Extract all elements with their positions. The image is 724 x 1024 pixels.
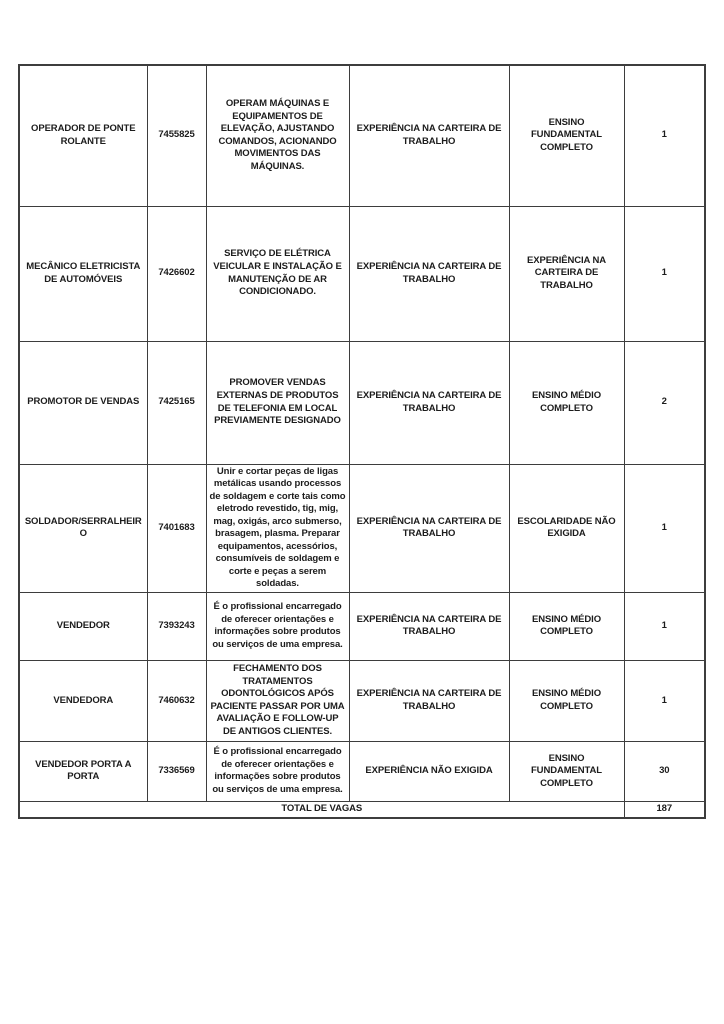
job-code-cell: 7393243 <box>147 592 206 660</box>
job-title-cell: VENDEDORA <box>19 660 147 741</box>
job-experience-cell: EXPERIÊNCIA NÃO EXIGIDA <box>349 741 509 801</box>
job-description-cell: Unir e cortar peças de ligas metálicas usando processos de soldagem e corte tais como eletrodo revestido, tig, mig, mag, oxigás, arco submerso, brasagem, plasma. Preparar equipamentos, acessórios, consumíveis de soldagem e corte e peças a serem soldadas. <box>206 464 349 592</box>
job-vacancies-cell: 2 <box>624 341 705 464</box>
table-row <box>19 592 705 660</box>
job-experience-cell: EXPERIÊNCIA NA CARTEIRA DE TRABALHO <box>349 592 509 660</box>
job-code-cell: 7425165 <box>147 341 206 464</box>
jobs-table <box>18 64 706 819</box>
job-education-cell: ENSINO FUNDAMENTAL COMPLETO <box>509 65 624 206</box>
job-description-cell: FECHAMENTO DOS TRATAMENTOS ODONTOLÓGICOS APÓS PACIENTE PASSAR POR UMA AVALIAÇÃO E FOLLOW-UP DE ANTIGOS CLIENTES. <box>206 660 349 741</box>
table-row <box>19 741 705 801</box>
job-education-cell: ENSINO MÉDIO COMPLETO <box>509 341 624 464</box>
table-row <box>19 660 705 741</box>
job-vacancies-cell: 1 <box>624 592 705 660</box>
table-row <box>19 464 705 592</box>
job-vacancies-cell: 30 <box>624 741 705 801</box>
job-education-cell: ENSINO MÉDIO COMPLETO <box>509 592 624 660</box>
total-vacancies-value: 187 <box>624 801 705 818</box>
job-experience-cell: EXPERIÊNCIA NA CARTEIRA DE TRABALHO <box>349 660 509 741</box>
job-education-cell: ESCOLARIDADE NÃO EXIGIDA <box>509 464 624 592</box>
job-title-cell: MECÂNICO ELETRICISTA DE AUTOMÓVEIS <box>19 206 147 341</box>
job-education-cell: EXPERIÊNCIA NA CARTEIRA DE TRABALHO <box>509 206 624 341</box>
job-experience-cell: EXPERIÊNCIA NA CARTEIRA DE TRABALHO <box>349 65 509 206</box>
job-vacancies-cell: 1 <box>624 660 705 741</box>
job-description-cell: OPERAM MÁQUINAS E EQUIPAMENTOS DE ELEVAÇÃO, AJUSTANDO COMANDOS, ACIONANDO MOVIMENTOS DAS MÁQUINAS. <box>206 65 349 206</box>
job-description-cell: PROMOVER VENDAS EXTERNAS DE PRODUTOS DE TELEFONIA EM LOCAL PREVIAMENTE DESIGNADO <box>206 341 349 464</box>
job-title-cell: SOLDADOR/SERRALHEIRO <box>19 464 147 592</box>
job-code-cell: 7460632 <box>147 660 206 741</box>
job-experience-cell: EXPERIÊNCIA NA CARTEIRA DE TRABALHO <box>349 206 509 341</box>
job-code-cell: 7426602 <box>147 206 206 341</box>
total-row <box>19 801 705 818</box>
job-experience-cell: EXPERIÊNCIA NA CARTEIRA DE TRABALHO <box>349 341 509 464</box>
job-code-cell: 7401683 <box>147 464 206 592</box>
table-row <box>19 341 705 464</box>
job-experience-cell: EXPERIÊNCIA NA CARTEIRA DE TRABALHO <box>349 464 509 592</box>
job-title-cell: VENDEDOR PORTA A PORTA <box>19 741 147 801</box>
job-description-cell: SERVIÇO DE ELÉTRICA VEICULAR E INSTALAÇÃO E MANUTENÇÃO DE AR CONDICIONADO. <box>206 206 349 341</box>
job-description-cell: É o profissional encarregado de oferecer orientações e informações sobre produtos ou serviços de uma empresa. <box>206 741 349 801</box>
job-vacancies-cell: 1 <box>624 65 705 206</box>
job-education-cell: ENSINO FUNDAMENTAL COMPLETO <box>509 741 624 801</box>
table-row <box>19 206 705 341</box>
job-title-cell: PROMOTOR DE VENDAS <box>19 341 147 464</box>
total-label: TOTAL DE VAGAS <box>19 801 624 818</box>
job-title-cell: OPERADOR DE PONTE ROLANTE <box>19 65 147 206</box>
table-row <box>19 65 705 206</box>
job-code-cell: 7455825 <box>147 65 206 206</box>
job-description-cell: É o profissional encarregado de oferecer orientações e informações sobre produtos ou serviços de uma empresa. <box>206 592 349 660</box>
job-vacancies-cell: 1 <box>624 464 705 592</box>
job-title-cell: VENDEDOR <box>19 592 147 660</box>
job-code-cell: 7336569 <box>147 741 206 801</box>
job-education-cell: ENSINO MÉDIO COMPLETO <box>509 660 624 741</box>
job-vacancies-cell: 1 <box>624 206 705 341</box>
